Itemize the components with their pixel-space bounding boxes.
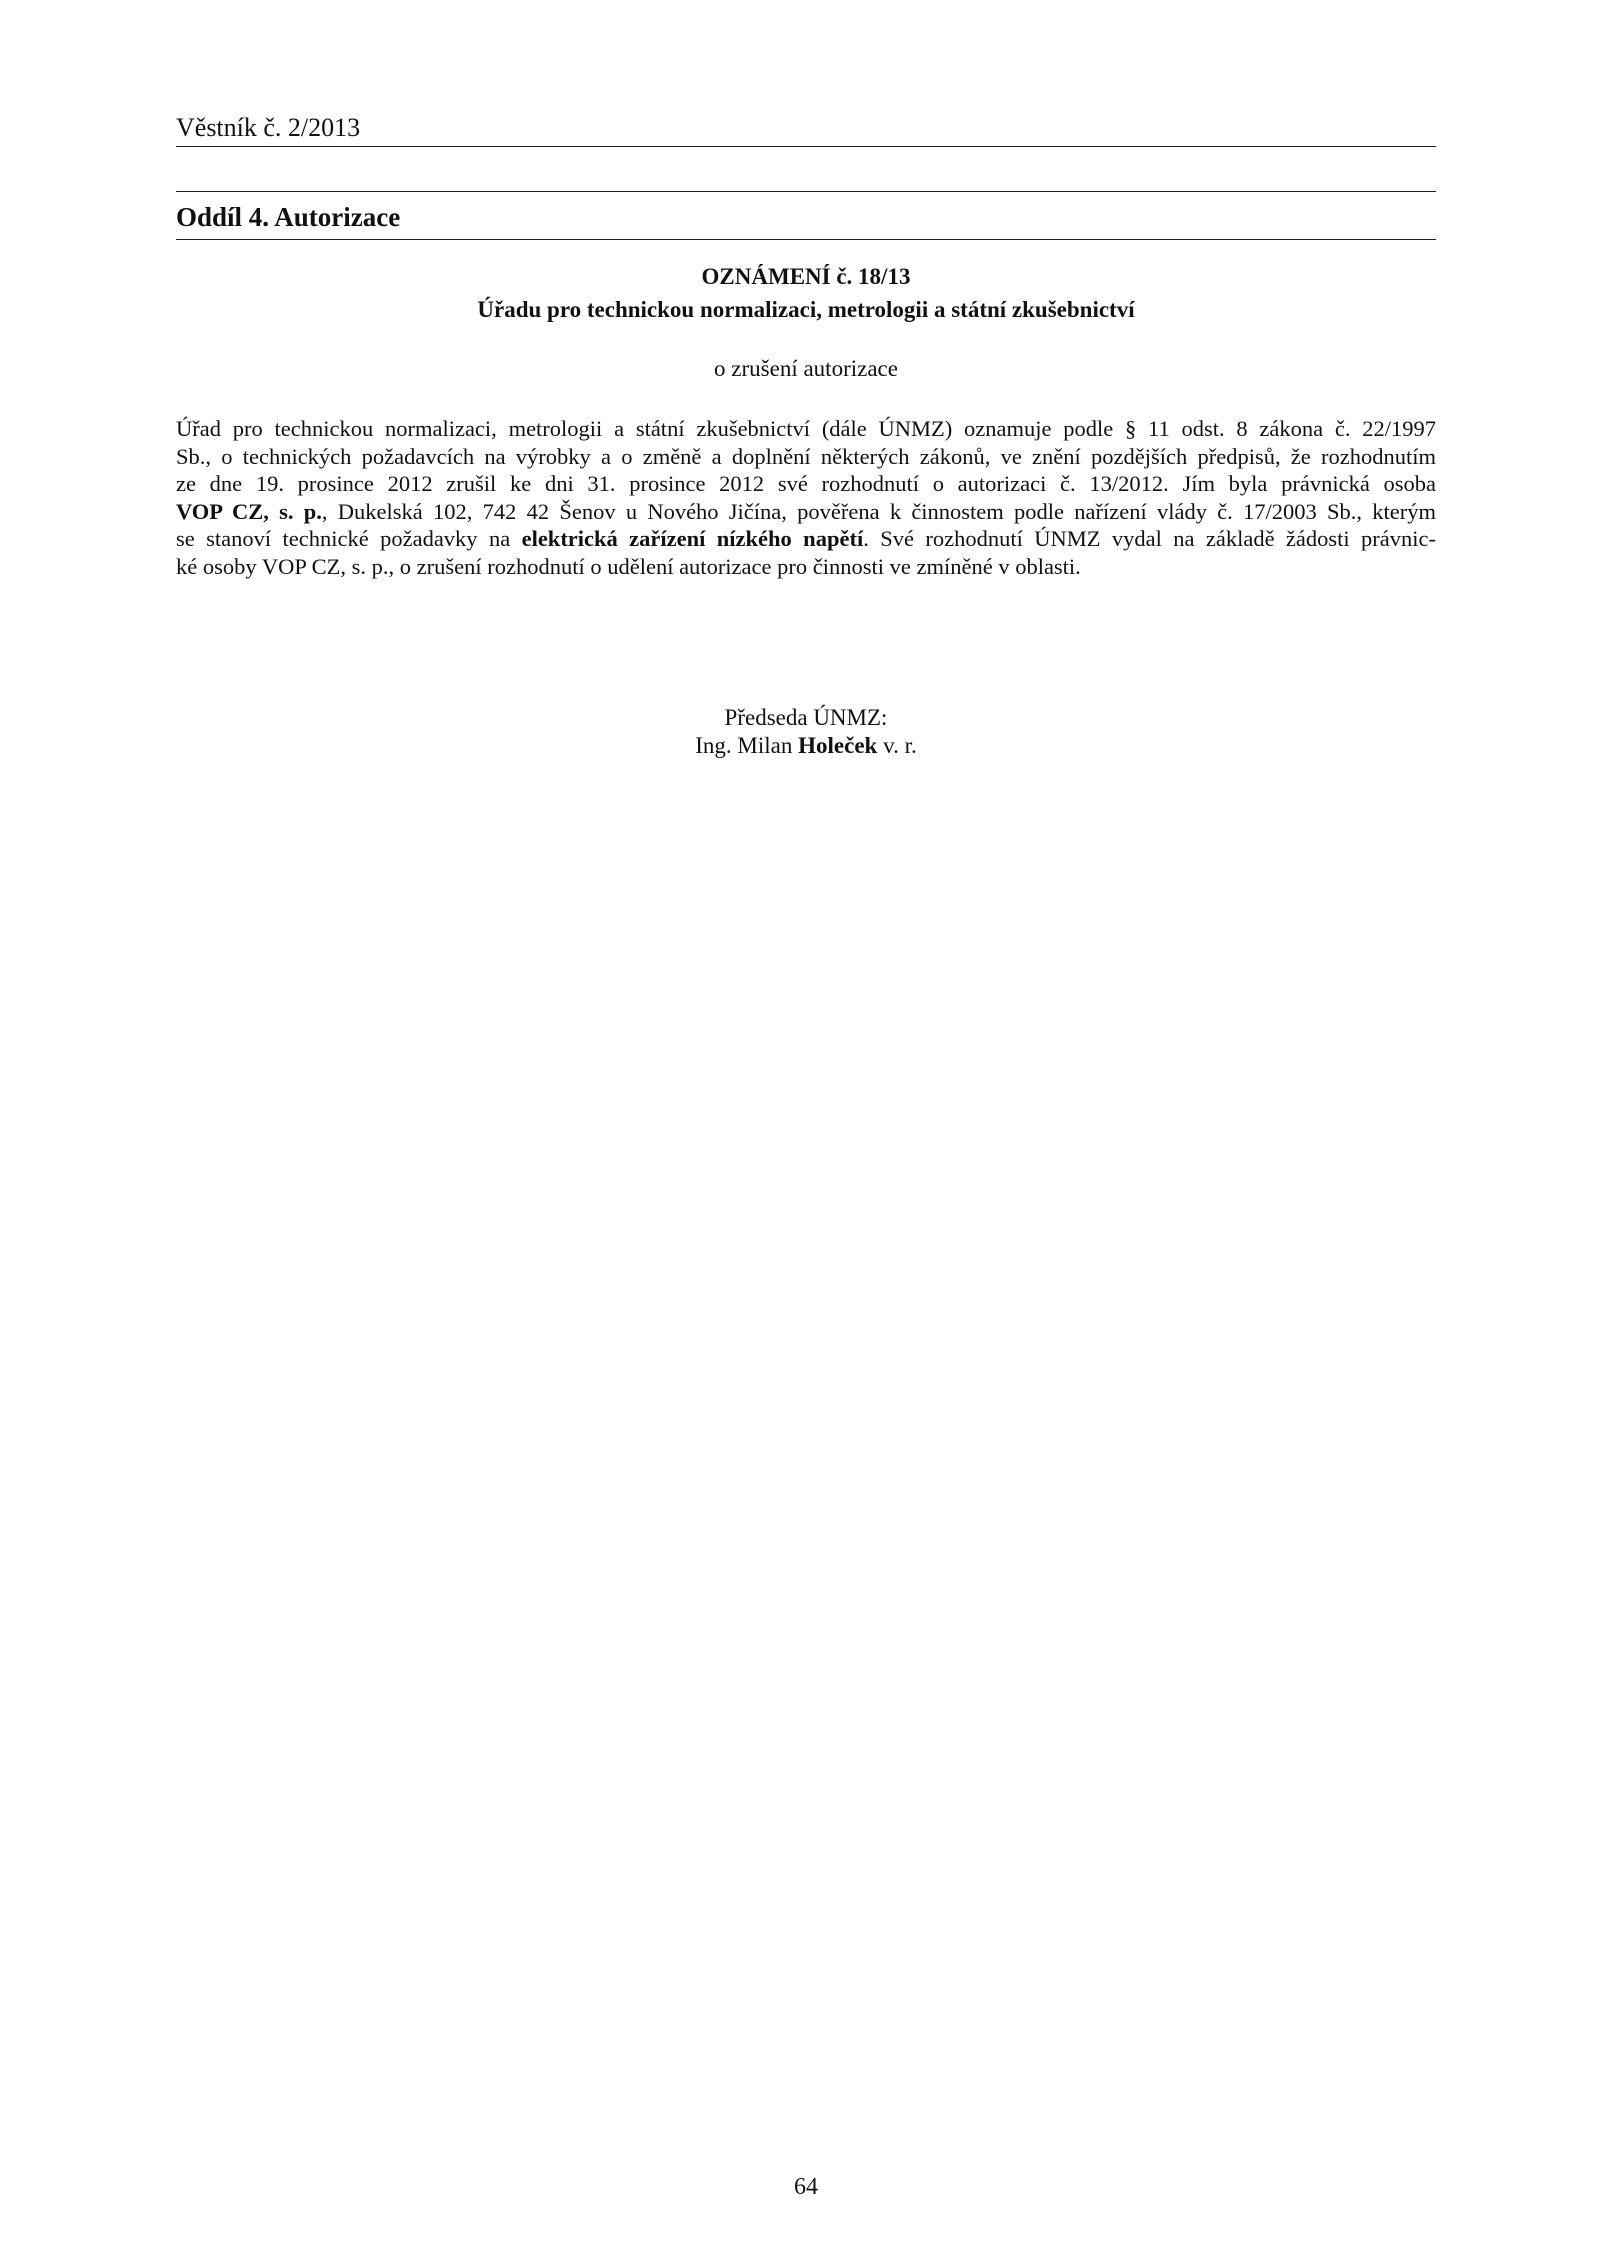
signature-role: Předseda ÚNMZ: xyxy=(724,705,888,730)
signature-block xyxy=(176,704,1436,760)
body-line xyxy=(176,525,1436,553)
body-line: Sb., o technických požadavcích na výrobky a o změně a doplnění některých zákonů, ve znění pozdějších předpisů, že rozhodnutím xyxy=(176,443,1436,469)
company-name: VOP CZ, s. p. xyxy=(176,498,322,524)
body-text-segment: . Své rozhodnutí ÚNMZ vydal na základě žádosti právnic- xyxy=(863,526,1437,551)
equipment-category: elektrická zařízení nízkého napětí xyxy=(521,526,864,551)
notice-subject: o zrušení autorizace xyxy=(714,356,898,381)
body-line: ké osoby VOP CZ, s. p., o zrušení rozhodnutí o udělení autorizace pro činnosti ve zmíněné v oblasti. xyxy=(176,553,1081,579)
header-rule xyxy=(176,146,1436,147)
body-line: Úřad pro technickou normalizaci, metrologii a státní zkušebnictví (dále ÚNMZ) oznamuje podle § 11 odst. 8 zákona č. 22/1997 xyxy=(176,416,1436,441)
signature-name xyxy=(176,732,1436,760)
section-bottom-rule xyxy=(176,239,1436,240)
signature-name-prefix: Ing. Milan xyxy=(695,733,799,758)
notice-body xyxy=(176,415,1436,580)
company-details: , Dukelská 102, 742 42 Šenov u Nového Jičína, pověřena k činnostem podle nařízení vlády č. 17/2003 Sb., kterým xyxy=(321,498,1437,524)
journal-header: Věstník č. 2/2013 xyxy=(176,113,361,142)
signature-surname: Holeček xyxy=(798,733,878,758)
body-text-segment: se stanoví technické požadavky na xyxy=(176,526,522,551)
body-line: ze dne 19. prosince 2012 zrušil ke dni 31. prosince 2012 své rozhodnutí o autorizaci č. 13/2012. Jím byla právnická osoba xyxy=(176,471,1436,496)
section-title: Oddíl 4. Autorizace xyxy=(176,202,401,232)
page-number: 64 xyxy=(794,2174,818,2200)
section-top-rule xyxy=(176,191,1436,192)
notice-title: OZNÁMENÍ č. 18/13 xyxy=(701,264,911,289)
signature-suffix: v. r. xyxy=(877,733,917,758)
body-line xyxy=(176,498,1436,526)
notice-issuer: Úřadu pro technickou normalizaci, metrologii a státní zkušebnictví xyxy=(477,297,1135,322)
